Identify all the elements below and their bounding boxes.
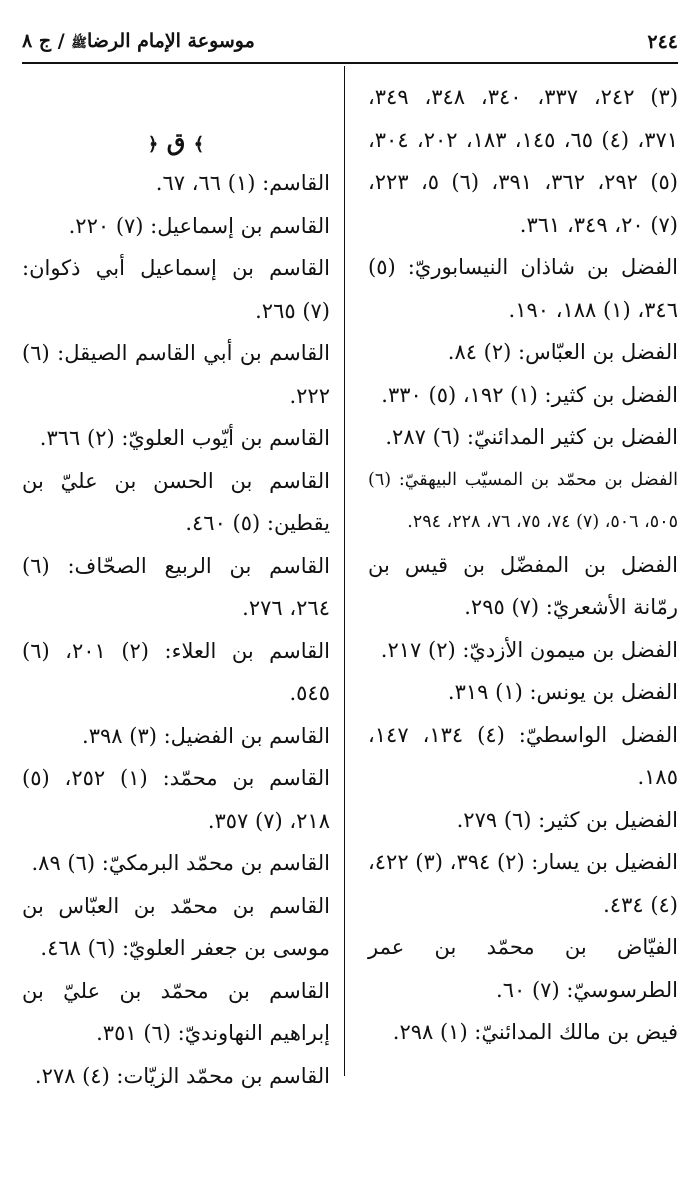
page-number: ٢٤٤ xyxy=(647,31,678,53)
index-entry: القاسم بن إسماعيل أبي ذكوان: (٧) ٢٦٥. xyxy=(22,256,330,323)
index-entry: الفضل بن ميمون الأزديّ: (٢) ٢١٧. xyxy=(380,637,678,662)
page-header xyxy=(22,22,678,62)
index-entry: القاسم بن إسماعيل: (٧) ٢٢٠. xyxy=(68,213,330,238)
index-entry: القاسم بن محمّد البرمكيّ: (٦) ٨٩. xyxy=(31,851,330,875)
index-entry: الفضيل بن يسار: (٢) ٣٩٤، (٣) ٤٢٢، (٤) ٤٣٤. xyxy=(368,850,678,917)
index-entry: الفضل بن محمّد بن المسيّب البيهقيّ: (٦) ٥٠٥، ٥٠٦، (٧) ٧٤، ٧٥، ٧٦، ٢٢٨، ٢٩٤. xyxy=(368,469,678,532)
index-entry: القاسم بن محمّد بن عليّ بن إبراهيم النهاونديّ: (٦) ٣٥١. xyxy=(22,978,330,1045)
index-entry: القاسم: (١) ٦٦، ٦٧. xyxy=(155,171,330,195)
index-entry: الفضل بن المفضّل بن قيس بن رمّانة الأشعريّ: (٧) ٢٩٥. xyxy=(368,552,678,619)
volume-label: / ج ٨ xyxy=(22,30,65,52)
index-entry: القاسم بن أبي القاسم الصيقل: (٦) ٢٢٢. xyxy=(22,341,330,408)
index-entry: القاسم بن أيّوب العلويّ: (٢) ٣٦٦. xyxy=(39,426,330,450)
honorific-glyph: ﷺ xyxy=(71,36,87,51)
index-entry: القاسم بن محمّد: (١) ٢٥٢، (٥) ٢١٨، (٧) ٣٥٧. xyxy=(22,766,330,833)
index-entry: (٣) ٢٤٢، ٣٣٧، ٣٤٠، ٣٤٨، ٣٤٩، ٣٧١، (٤) ٦٥، ١٤٥، ١٨٣، ٢٠٢، ٣٠٤، (٥) ٢٩٢، ٣٦٢، ٣٩١، (٦) ٥، ٢٢٣، (٧) ٢٠، ٣٤٩، ٣٦١. xyxy=(368,85,679,237)
index-entry: الفضل بن كثير المدائنيّ: (٦) ٢٨٧. xyxy=(385,425,678,449)
running-title-group xyxy=(22,30,255,54)
index-entry: القاسم بن الربيع الصحّاف: (٦) ٢٦٤، ٢٧٦. xyxy=(22,553,330,620)
left-column xyxy=(22,162,330,1097)
index-entry: الفضل الواسطيّ: (٤) ١٣٤، ١٤٧، ١٨٥. xyxy=(368,722,678,789)
index-entry: الفضيل بن كثير: (٦) ٢٧٩. xyxy=(456,807,678,832)
right-column xyxy=(368,76,678,1054)
index-entry: الفضل بن العبّاس: (٢) ٨٤. xyxy=(447,340,678,364)
column-divider xyxy=(344,66,345,1076)
section-letter: ق xyxy=(166,127,186,156)
index-entry: الفيّاض بن محمّد بن عمر الطرسوسيّ: (٧) ٦٠. xyxy=(368,935,678,1002)
header-rule xyxy=(22,62,678,64)
index-entry: الفضل بن شاذان النيسابوريّ: (٥) ٣٤٦، (١) ١٨٨، ١٩٠. xyxy=(368,255,678,322)
index-entry: فيض بن مالك المدائنيّ: (١) ٢٩٨. xyxy=(392,1020,678,1044)
ornament-right: ﴿ xyxy=(147,134,159,155)
index-entry: القاسم بن العلاء: (٢) ٢٠١، (٦) ٥٤٥. xyxy=(22,638,330,705)
index-entry: الفضل بن يونس: (١) ٣١٩. xyxy=(447,680,678,704)
index-entry: الفضل بن كثير: (١) ١٩٢، (٥) ٣٣٠. xyxy=(381,382,678,407)
index-entry: القاسم بن الحسن بن عليّ بن يقطين: (٥) ٤٦٠. xyxy=(22,468,330,535)
running-title: موسوعة الإمام الرضا xyxy=(87,30,255,52)
index-entry: القاسم بن الفضيل: (٣) ٣٩٨. xyxy=(82,723,330,748)
index-entry: القاسم بن محمّد الزيّات: (٤) ٢٧٨. xyxy=(34,1063,330,1088)
ornament-left: ﴾ xyxy=(193,134,205,155)
index-entry: القاسم بن محمّد بن العبّاس بن موسى بن جعفر العلويّ: (٦) ٤٦٨. xyxy=(22,893,330,960)
